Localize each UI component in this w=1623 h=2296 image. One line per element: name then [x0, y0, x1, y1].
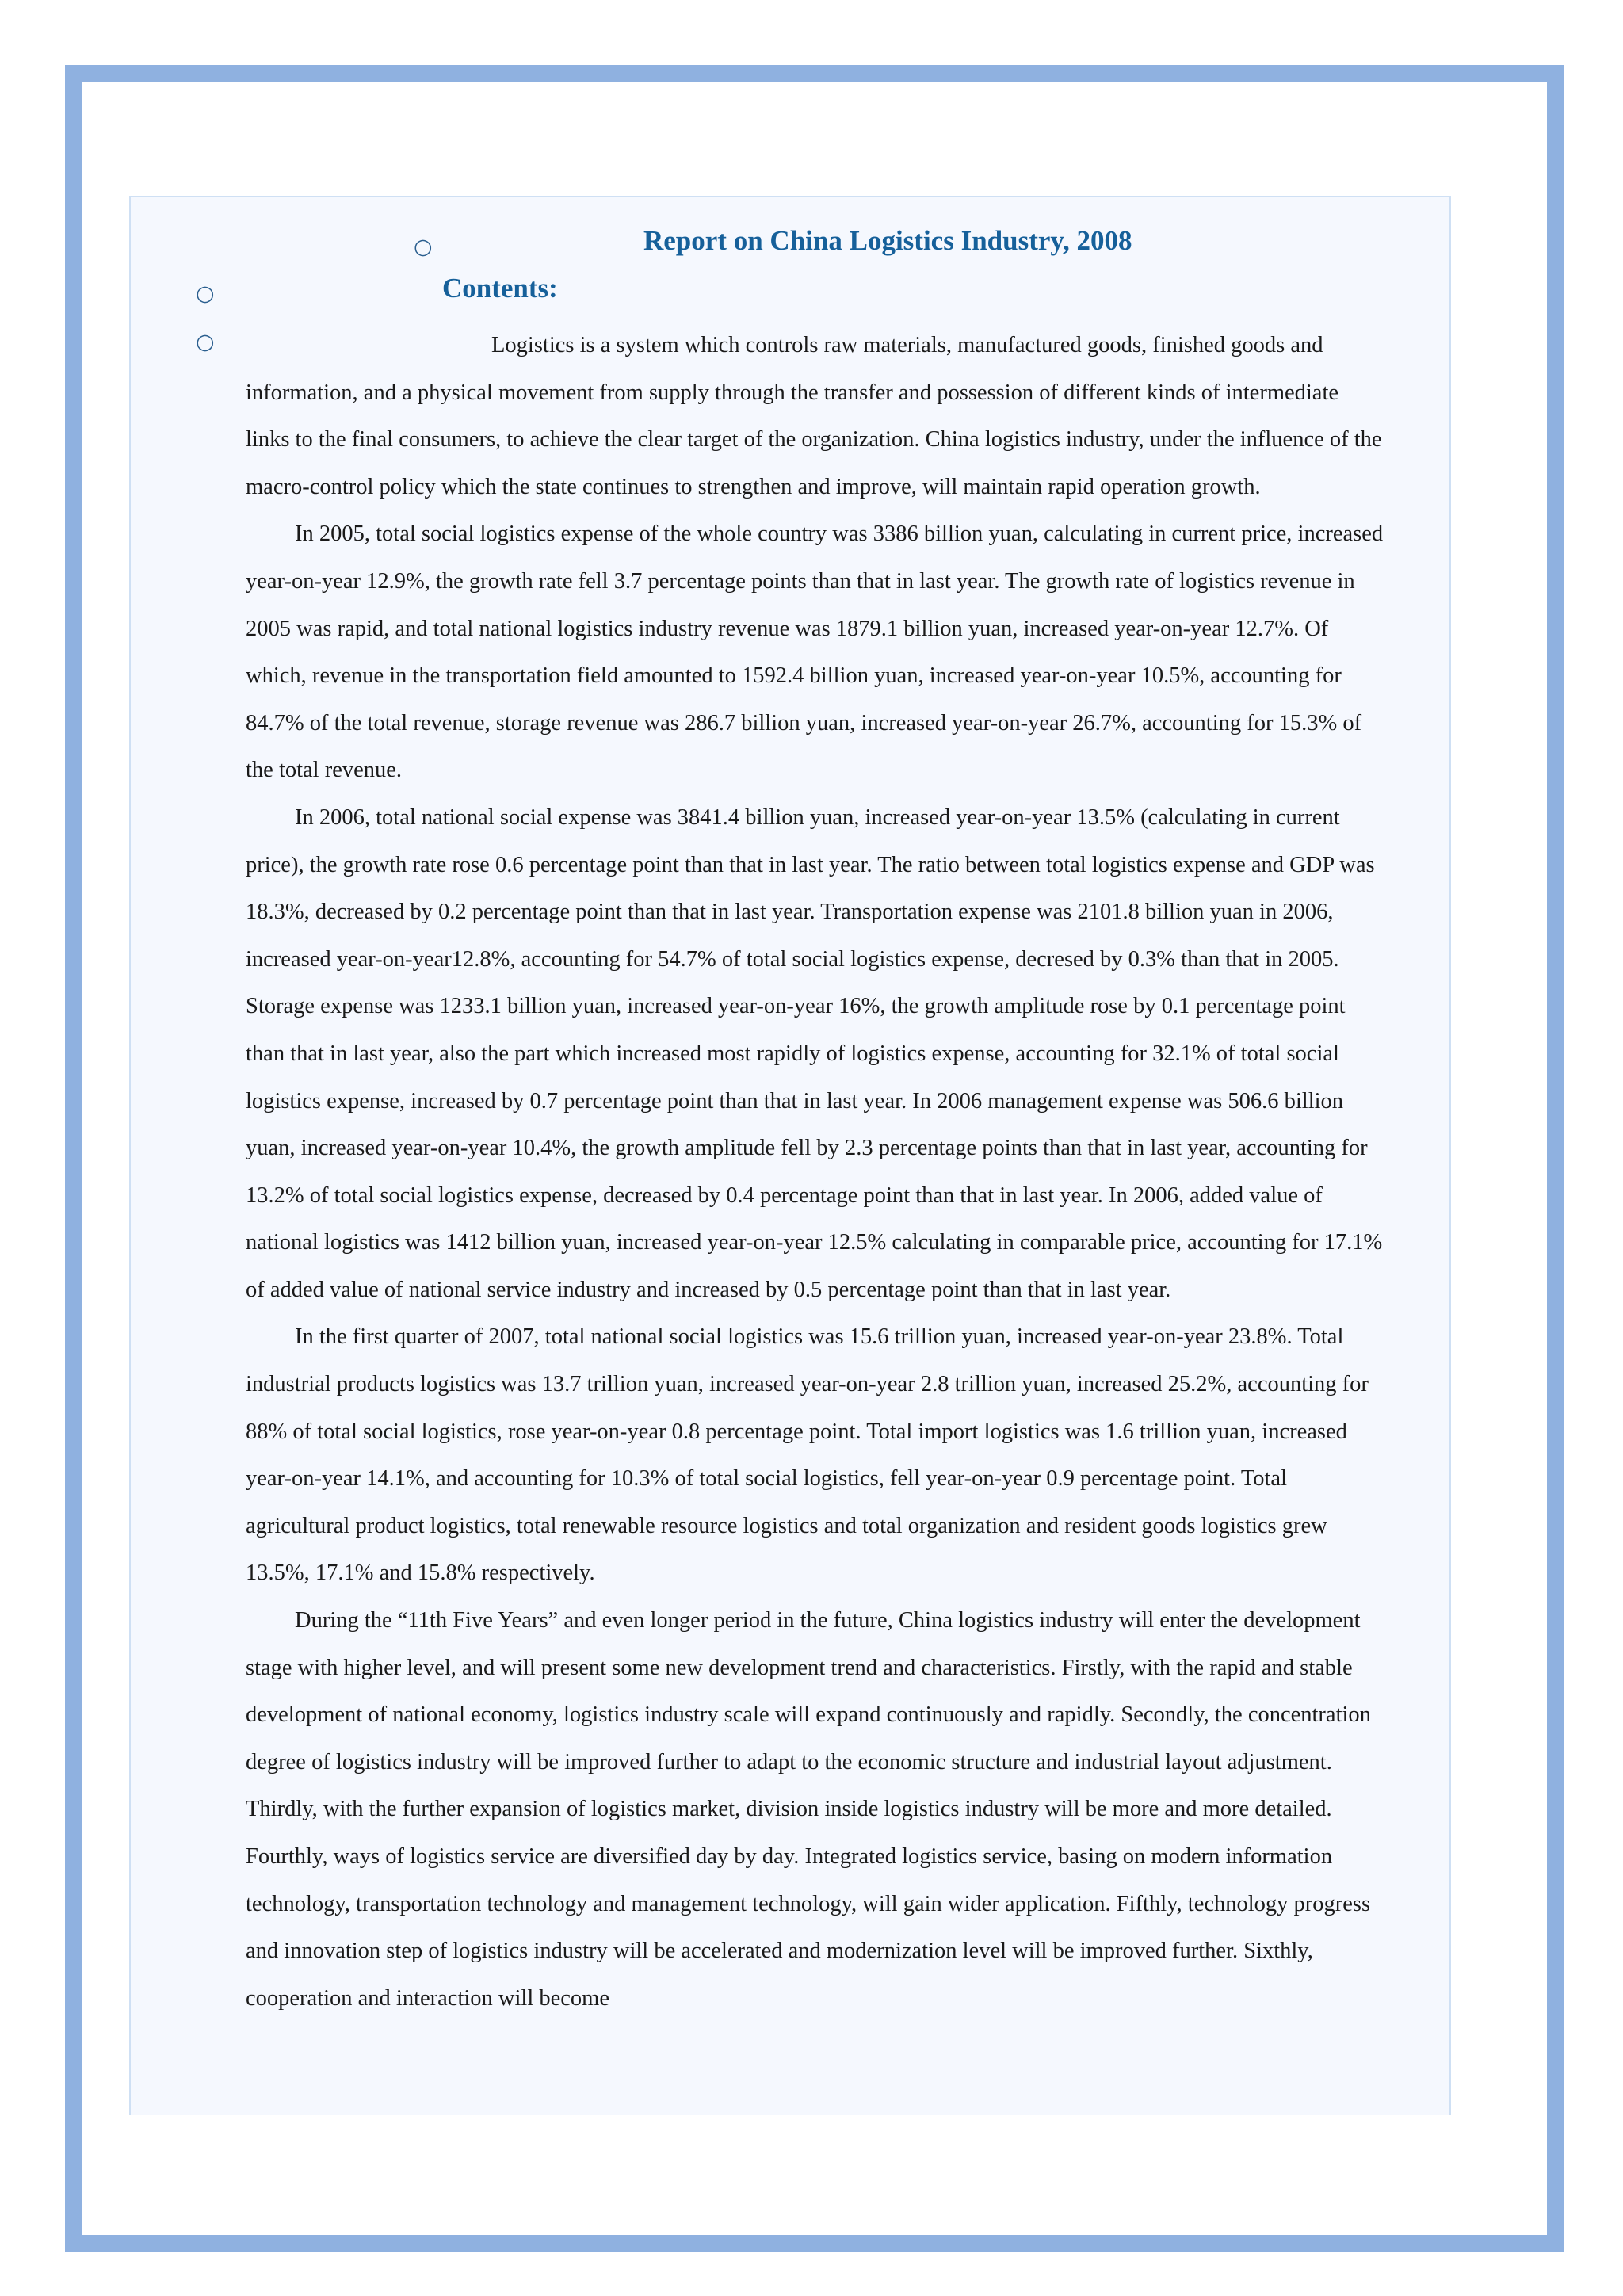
body-text — [246, 322, 1387, 2022]
contents-bullet: ○ — [196, 281, 215, 306]
paragraph-outlook: During the “11th Five Years” and even longer period in the future, China logistics industry will enter the development stage with higher level, and will present some new development trend and characteristics. Firstly, with the rapid and stable development of national economy, logistics industry scale will expand continuously and rapidly. Secondly, the concentration degree of logistics industry will be improved further to adapt to the economic structure and industrial layout adjustment. Thirdly, with the further expansion of logistics market, division inside logistics industry will be more and more detailed. Fourthly, ways of logistics service are diversified day by day. Integrated logistics service, basing on modern information technology, transportation technology and management technology, will gain wider application. Fifthly, technology progress and innovation step of logistics industry will be accelerated and modernization level will be improved further. Sixthly, cooperation and interaction will become — [246, 1608, 1371, 2011]
paragraph-2005: In 2005, total social logistics expense of the whole country was 3386 billion yuan, calculating in current price, increased year-on-year 12.9%, the growth rate fell 3.7 percentage points than that in last year. The growth rate of logistics revenue in 2005 was rapid, and total national logistics industry revenue was 1879.1 billion yuan, increased year-on-year 12.7%. Of which, revenue in the transportation field amounted to 1592.4 billion yuan, increased year-on-year 10.5%, accounting for 84.7% of the total revenue, storage revenue was 286.7 billion yuan, increased year-on-year 26.7%, accounting for 15.3% of the total revenue. — [246, 521, 1384, 783]
page-title: Report on China Logistics Industry, 2008 — [643, 225, 1132, 256]
title-bullet: ○ — [414, 235, 433, 259]
contents-heading: Contents: — [442, 273, 558, 304]
paragraph-2006: In 2006, total national social expense was 3841.4 billion yuan, increased year-on-year 13.5% (calculating in current price), the growth rate rose 0.6 percentage point than that in last year. The ratio between total logistics expense and GDP was 18.3%, decreased by 0.2 percentage point than that in last year. Transportation expense was 2101.8 billion yuan in 2006, increased year-on-year12.8%, accounting for 54.7% of total social logistics expense, decresed by 0.3% than that in 2005. Storage expense was 1233.1 billion yuan, increased year-on-year 16%, the growth amplitude rose by 0.1 percentage point than that in last year, also the part which increased most rapidly of logistics expense, accounting for 32.1% of total social logistics expense, increased by 0.7 percentage point than that in last year. In 2006 management expense was 506.6 billion yuan, increased year-on-year 10.4%, the growth amplitude fell by 2.3 percentage points than that in last year, accounting for 13.2% of total social logistics expense, decreased by 0.4 percentage point than that in last year. In 2006, added value of national logistics was 1412 billion yuan, increased year-on-year 12.5% calculating in comparable price, accounting for 17.1% of added value of national service industry and increased by 0.5 percentage point than that in last year. — [246, 804, 1383, 1302]
paragraph-intro: Logistics is a system which controls raw materials, manufactured goods, finished goods and information, and a physical movement from supply through the transfer and possession of different kinds of intermediate links to the final consumers, to achieve the clear target of the organization. China logistics industry, under the influence of the macro-control policy which the state continues to strengthen and improve, will maintain rapid operation growth. — [246, 333, 1382, 499]
paragraph-2007: In the first quarter of 2007, total national social logistics was 15.6 trillion yuan, increased year-on-year 23.8%. Total industrial products logistics was 13.7 trillion yuan, increased year-on-year 2.8 trillion yuan, increased 25.2%, accounting for 88% of total social logistics, rose year-on-year 0.8 percentage point. Total import logistics was 1.6 trillion yuan, increased year-on-year 14.1%, and accounting for 10.3% of total social logistics, fell year-on-year 0.9 percentage point. Total agricultural product logistics, total renewable resource logistics and total organization and resident goods logistics grew 13.5%, 17.1% and 15.8% respectively. — [246, 1324, 1369, 1586]
paragraph-bullet: ○ — [196, 330, 215, 354]
